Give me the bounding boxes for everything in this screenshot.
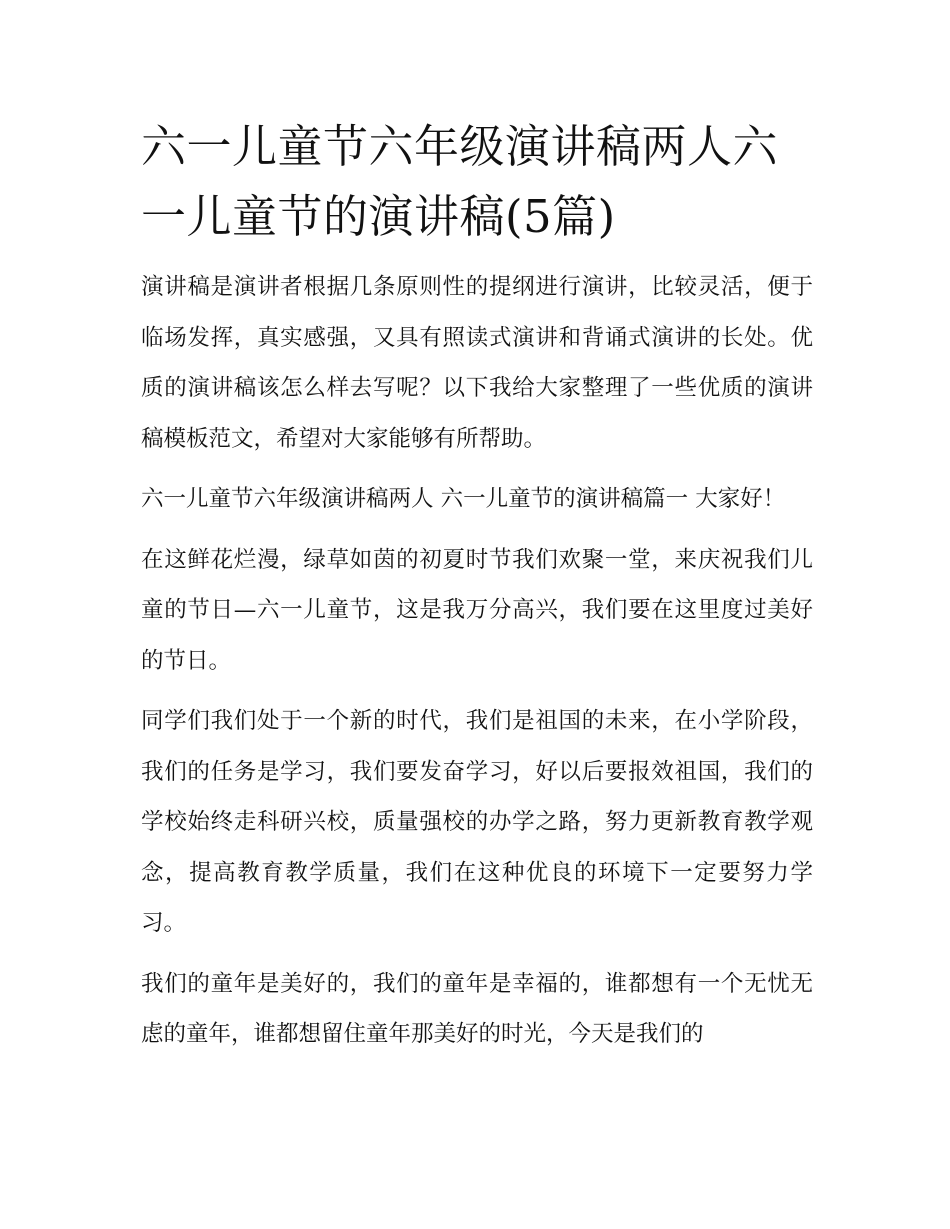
intro-paragraph: 演讲稿是演讲者根据几条原则性的提纲进行演讲，比较灵活，便于临场发挥，真实感强，又具有照读式演讲和背诵式演讲的长处。优质的演讲稿该怎么样去写呢？以下我给大家整理了一些优质的演讲稿模板范文，希望对大家能够有所帮助。 — [141, 274, 813, 452]
speech-heading-paragraph: 六一儿童节六年级演讲稿两人 六一儿童节的演讲稿篇一 大家好！ — [141, 486, 786, 512]
body-paragraph: 同学们我们处于一个新的时代，我们是祖国的未来，在小学阶段，我们的任务是学习，我们要发奋学习，好以后要报效祖国，我们的学校始终走科研兴校，质量强校的办学之路，努力更新教育教学观念，提高教育教学质量，我们在这种优良的环境下一定要努力学习。 — [141, 708, 813, 936]
body-paragraph: 我们的童年是美好的，我们的童年是幸福的，谁都想有一个无忧无虑的童年，谁都想留住童年那美好的时光，今天是我们的 — [141, 970, 813, 1047]
document-body — [141, 112, 813, 1060]
body-paragraph: 在这鲜花烂漫，绿草如茵的初夏时节我们欢聚一堂，来庆祝我们儿童的节日—六一儿童节，这是我万分高兴，我们要在这里度过美好的节日。 — [141, 546, 813, 674]
document-title: 六一儿童节六年级演讲稿两人六一儿童节的演讲稿(5篇) — [141, 120, 779, 243]
